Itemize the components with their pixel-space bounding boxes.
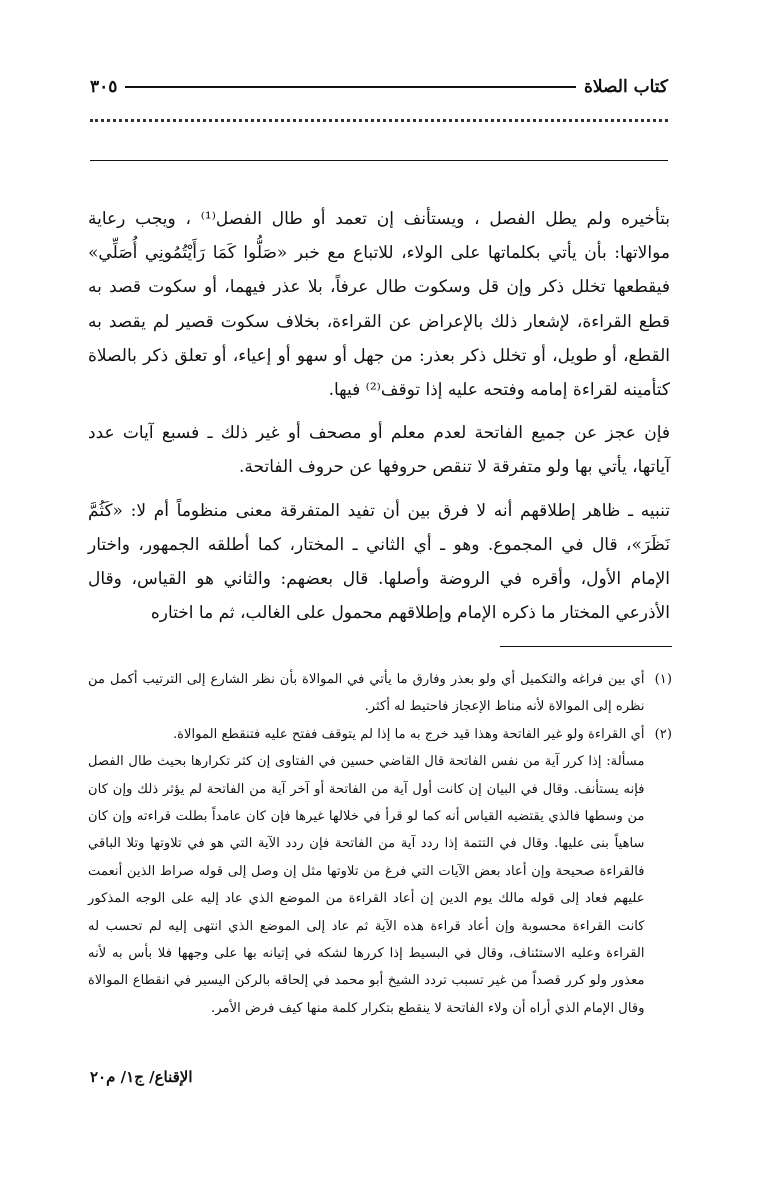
footnote-divider — [500, 646, 672, 647]
footnote-2 — [88, 721, 672, 1022]
main-paragraph: فإن عجز عن جميع الفاتحة لعدم معلم أو مصحف أو غير ذلك ـ فسبع آيات عدد آياتها، يأتي بها ولو متفرقة لا تنقص حروفها عن حروف الفاتحة. — [88, 423, 670, 478]
footnote-number: (١) — [654, 672, 672, 687]
page-number: ٣٠٥ — [90, 77, 118, 97]
footnote-paragraph: أي القراءة ولو غير الفاتحة وهذا قيد خرج به ما إذا لم يتوقف ففتح عليه فتنقطع الموالاة. — [172, 726, 645, 742]
footnote-paragraph: مسألة: إذا كرر آية من نفس الفاتحة قال القاضي حسين في الفتاوى إن كثر تكرارها بحيث طال الفصل فإنه يستأنف. وقال في البيان إن كانت أول آية من الفاتحة أو آخر آية من الفاتحة لم يؤثر ذلك وإن كان من وسطها فالذي يقتضيه القياس أنه كما لو قرأ في خلالها غيرها فإن كان عامداً بطلت قراءته وإن كان ساهياً بنى عليها. وقال في التتمة إذا ردد آية من الفاتحة فإن ردد الآية التي هو في تلاوتها وتلا الباقي فالقراءة صحيحة وإن أعاد بعض الآيات التي فرغ من تلاوتها مثل إن وصل إلى قوله صراط الذين أنعمت عليهم فعاد إلى قوله مالك يوم الدين إن أعاد القراءة من الموضع الذي عاد إليه على الوجه المذكور كانت القراءة محسوبة وإن أعاد قراءة هذه الآية ثم عاد إلى الموضع الذي انتهى إليه لم تحسب له القراءة وعليه الاستئناف، وقال في البسيط إذا كررها لشكه في إتيانه بها على وجهها فلا بأس به لأنه معذور ولو كرر قصداً من غير تسبب تردد الشيخ أبو محمد في إلحاقه بالركن اليسير في انقطاع الموالاة وقال الإمام الذي أراه أن ولاء الفاتحة لا ينقطع بتكرار كلمة منها كيف فرض الأمر. — [88, 754, 645, 1016]
footnotes — [88, 666, 672, 1022]
main-paragraph: تنبيه ـ ظاهر إطلاقهم أنه لا فرق بين أن تفيد المتفرقة معنى منظوماً أم لا: «كَثُمَّ نَظَرَ»، قال في المجموع. وهو ـ أي الثاني ـ المختار، كما أطلقه الجمهور، واختار الإمام الأول، وأقره في الروضة وأصلها. قال بعضهم: والثاني هو القياس، وقال الأذرعي المختار ما ذكره الإمام وإطلاقهم محمول على الغالب، ثم ما اختاره — [88, 500, 670, 624]
dotted-divider — [90, 119, 668, 122]
main-paragraph: بتأخيره ولم يطل الفصل ، ويستأنف إن تعمد أو طال الفصل⁽¹⁾ ، ويجب رعاية موالاتها: بأن يأتي بكلماتها على الولاء، للاتباع مع خبر «صَلُّوا كَمَا رَأَيْتُمُونِي أُصَلِّي» فيقطعها تخلل ذكر وإن قل وسكوت طال عرفاً، بلا عذر فيهما، أو سكوت قصد به قطع القراءة، لإشعار ذلك بالإعراض عن القراءة، بخلاف سكوت قصير لم يقصد به القطع، أو طويل، أو تخلل ذكر بعذر: من جهل أو سهو أو إعياء، أو تعلق ذكر بالصلاة كتأمينه لقراءة إمامه وفتحه عليه إذا توقف⁽²⁾ فيها. — [88, 209, 670, 401]
footnote-1 — [88, 666, 672, 721]
book-title: كتاب الصلاة — [583, 77, 668, 97]
top-divider — [90, 160, 668, 161]
header-rule — [125, 86, 576, 88]
footnote-text — [88, 721, 645, 1022]
footnote-text — [88, 666, 645, 721]
main-text — [88, 202, 670, 630]
footnote-paragraph: أي بين فراغه والتكميل أي ولو بعذر وفارق ما يأتي في الموالاة بأن نظر الشارع إلى الترتيب أكمل من نظره إلى الموالاة لأنه مناط الإعجاز فاحتيط له أكثر. — [88, 672, 645, 715]
volume-signature: الإقناع/ ج١/ م٢٠ — [90, 1068, 193, 1086]
footnote-number: (٢) — [654, 726, 672, 742]
running-header — [90, 74, 668, 100]
